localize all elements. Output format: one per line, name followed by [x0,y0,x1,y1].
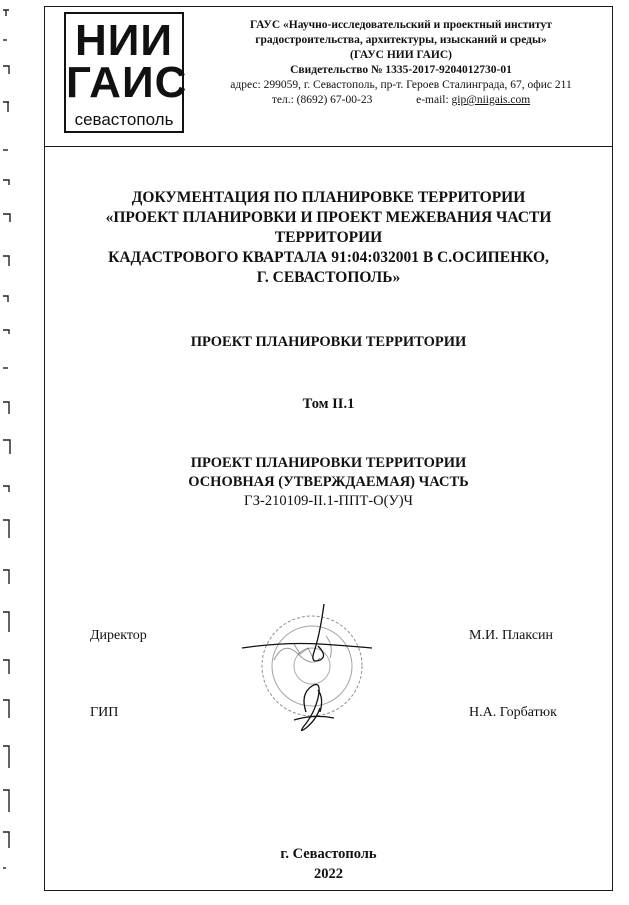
logo-wordmark [66,16,188,107]
document-title [50,188,607,288]
logo-city: севастополь [74,110,174,129]
footer-year: 2022 [314,866,343,882]
org-name-line-2: градостроительства, архитектуры, изысканий и среды» [255,34,547,46]
title-line-4: Г. СЕВАСТОПОЛЬ» [256,269,401,286]
org-email-label: e-mail: [416,94,449,106]
binding-margin-marks [0,0,16,905]
title-line-3: КАДАСТРОВОГО КВАРТАЛА 91:04:032001 В С.ОСИПЕНКО, [108,249,549,266]
organization-header [196,18,606,108]
niigais-logo [64,12,188,133]
director-role: Директор [90,628,147,643]
footer-city: г. Севастополь [280,846,377,862]
part-title [50,454,607,511]
official-seal-with-signatures [234,600,384,750]
page-frame [44,6,613,891]
org-address: адрес: 299059, г. Севастополь, пр-т. Героев Сталинграда, 67, офис 211 [230,79,572,91]
header-divider [44,146,613,147]
org-phone: тел.: (8692) 67-00-23 [271,94,373,106]
org-certificate: Свидетельство № 1335-2017-9204012730-01 [290,64,512,76]
section-title: ПРОЕКТ ПЛАНИРОВКИ ТЕРРИТОРИИ [190,334,467,350]
title-line-2: «ПРОЕКТ ПЛАНИРОВКИ И ПРОЕКТ МЕЖЕВАНИЯ ЧАСТИ ТЕРРИТОРИИ [105,209,552,246]
org-contacts [196,93,606,108]
logo-line-1: НИИ [74,16,174,65]
director-name: М.И. Плаксин [469,628,554,643]
document-footer [50,844,607,884]
org-email-link[interactable]: gip@niigais.com [451,94,531,106]
part-line-2: ОСНОВНАЯ (УТВЕРЖДАЕМАЯ) ЧАСТЬ [188,474,469,490]
org-short-name: (ГАУС НИИ ГАИС) [350,49,452,61]
logo-line-2: ГАИС [66,58,188,107]
document-code: ГЗ-210109-II.1-ППТ-О(У)Ч [244,493,413,509]
title-line-1: ДОКУМЕНТАЦИЯ ПО ПЛАНИРОВКЕ ТЕРРИТОРИИ [131,189,526,206]
chief-engineer-role: ГИП [90,705,119,720]
volume-number: Том II.1 [302,396,355,412]
chief-engineer-name: Н.А. Горбатюк [469,705,557,720]
org-name-line-1: ГАУС «Научно-исследовательский и проектный институт [250,19,552,31]
part-line-1: ПРОЕКТ ПЛАНИРОВКИ ТЕРРИТОРИИ [190,455,467,471]
